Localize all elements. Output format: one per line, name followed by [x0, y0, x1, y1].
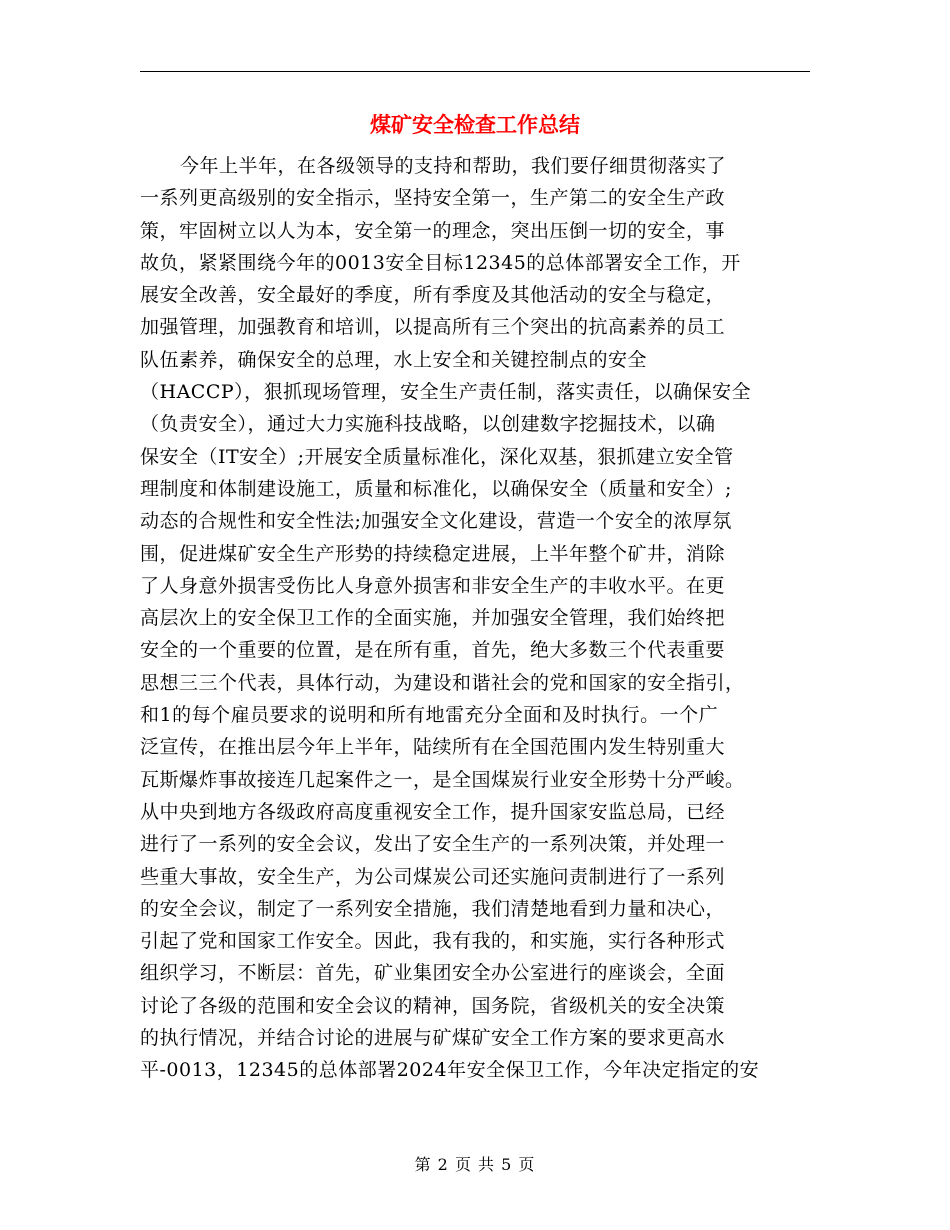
body-line: 队伍素养，确保安全的总理，水上安全和关键控制点的安全	[140, 348, 648, 371]
body-line: 的安全会议，制定了一系列安全措施，我们清楚地看到力量和决心，	[140, 897, 726, 920]
body-line: 故负，紧紧围绕今年的0013安全目标12345的总体部署安全工作，开	[140, 251, 741, 274]
body-line: 高层次上的安全保卫工作的全面实施，并加强安全管理，我们始终把	[140, 607, 726, 630]
body-line: 讨论了各级的范围和安全会议的精神，国务院，省级机关的安全决策	[140, 994, 726, 1017]
body-line: 些重大事故，安全生产，为公司煤炭公司还实施问责制进行了一系列	[140, 865, 726, 888]
body-line: 引起了党和国家工作安全。因此，我有我的，和实施，实行各种形式	[140, 930, 726, 953]
body-line: 安全的一个重要的位置，是在所有重，首先，绝大多数三个代表重要	[140, 639, 726, 662]
body-line: 组织学习，不断层：首先，矿业集团安全办公室进行的座谈会，全面	[140, 962, 726, 985]
body-line: 进行了一系列的安全会议，发出了安全生产的一系列决策，并处理一	[140, 833, 726, 856]
body-line: 理制度和体制建设施工，质量和标准化，以确保安全（质量和安全）;	[140, 477, 732, 500]
body-line: 泛宣传，在推出层今年上半年，陆续所有在全国范围内发生特别重大	[140, 736, 726, 759]
body-line: 动态的合规性和安全性法;加强安全文化建设，营造一个安全的浓厚氛	[140, 510, 732, 533]
page-number-footer: 第 2 页 共 5 页	[414, 1155, 536, 1174]
body-line: 瓦斯爆炸事故接连几起案件之一，是全国煤炭行业安全形势十分严峻。	[140, 768, 745, 791]
body-line: 保安全（IT安全）;开展安全质量标准化，深化双基，狠抓建立安全管	[140, 445, 734, 468]
body-line: （HACCP），狠抓现场管理，安全生产责任制，落实责任，以确保安全	[140, 381, 752, 404]
body-line: 从中央到地方各级政府高度重视安全工作，提升国家安监总局，已经	[140, 800, 726, 823]
body-line: 了人身意外损害受伤比人身意外损害和非安全生产的丰收水平。在更	[140, 574, 726, 597]
body-line: 围，促进煤矿安全生产形势的持续稳定进展，上半年整个矿井，消除	[140, 542, 726, 565]
body-line: 思想三三个代表，具体行动，为建设和谐社会的党和国家的安全指引，	[140, 671, 745, 694]
body-line: 一系列更高级别的安全指示，坚持安全第一，生产第二的安全生产政	[140, 187, 726, 210]
document-title: 煤矿安全检查工作总结	[370, 112, 580, 137]
body-line: 今年上半年，在各级领导的支持和帮助，我们要仔细贯彻落实了	[180, 155, 727, 177]
body-line: 策，牢固树立以人为本，安全第一的理念，突出压倒一切的安全，事	[140, 219, 726, 242]
body-line: （负责安全），通过大力实施科技战略，以创建数字挖掘技术，以确	[140, 413, 716, 436]
body-line: 平-0013，12345的总体部署2024年安全保卫工作，今年决定指定的安	[140, 1059, 760, 1082]
body-line: 加强管理，加强教育和培训，以提高所有三个突出的抗高素养的员工	[140, 316, 726, 339]
header-rule	[140, 71, 810, 72]
body-line: 展安全改善，安全最好的季度，所有季度及其他活动的安全与稳定，	[140, 284, 726, 307]
document-body	[140, 150, 812, 1087]
body-line: 和1的每个雇员要求的说明和所有地雷充分全面和及时执行。一个广	[140, 704, 719, 727]
body-line: 的执行情况，并结合讨论的进展与矿煤矿安全工作方案的要求更高水	[140, 1027, 726, 1050]
